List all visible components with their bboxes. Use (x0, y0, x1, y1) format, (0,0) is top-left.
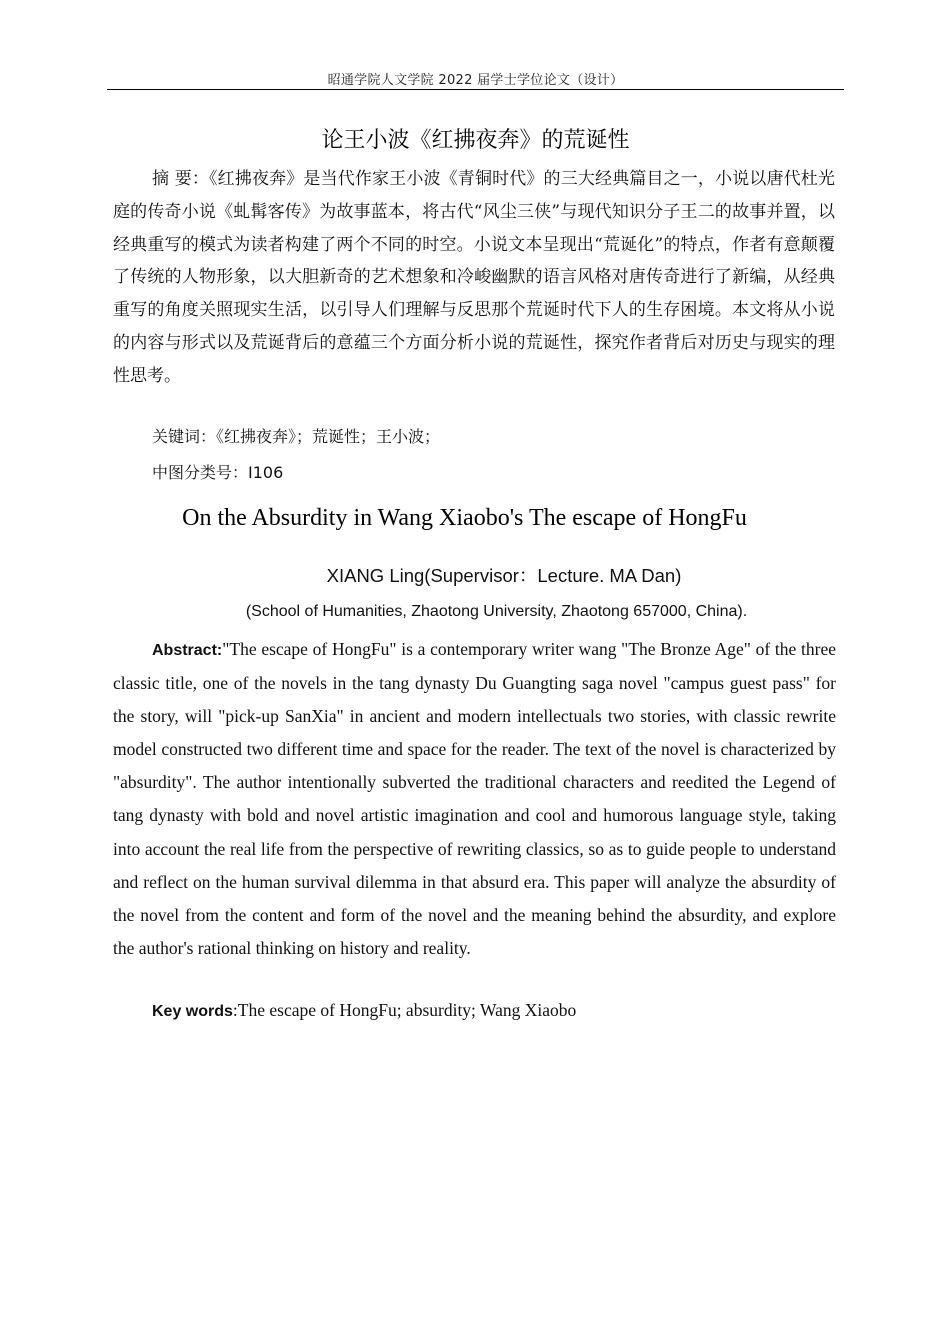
chinese-keywords-label: 关键词： (152, 427, 217, 446)
english-abstract-text: "The escape of HongFu" is a contemporary writer wang "The Bronze Age" of the three classic title, one of the novels in the tang dynasty Du Guangting saga novel "campus guest pass" for the story, will "pick-up SanXia" in ancient and modern intellectuals two stories, with classic rewrite model constructed two different time and space for the reader. The text of the novel is characterized by "absurdity". The author intentionally subverted the traditional characters and reedited the Legend of tang dynasty with bold and novel artistic imagination and cool and humorous language style, taking into account the real life from the perspective of rewriting classics, so as to guide people to understand and reflect on the human survival dilemma in that absurd era. This paper will analyze the absurdity of the novel from the content and form of the novel and the meaning behind the absurdity, and explore the author's rational thinking on history and reality. (113, 639, 836, 958)
classification-number (152, 460, 283, 483)
english-keywords (152, 1000, 576, 1021)
classification-value: I106 (248, 463, 284, 482)
english-keywords-text: :The escape of HongFu; absurdity; Wang Xiaobo (232, 1000, 577, 1020)
running-header: 昭通学院人文学院 2022 届学士学位论文（设计） (327, 73, 624, 88)
chinese-abstract (113, 163, 835, 393)
affiliation-line: (School of Humanities, Zhaotong University, Zhaotong 657000, China). (245, 603, 748, 620)
author-line: XIANG Ling(Supervisor：Lecture. MA Dan) (326, 565, 682, 586)
chinese-abstract-label: 摘 要： (152, 169, 210, 189)
chinese-title: 论王小波《红拂夜奔》的荒诞性 (321, 128, 630, 153)
english-abstract-label: Abstract: (152, 642, 223, 659)
english-keywords-label: Key words (152, 1003, 233, 1020)
header-rule (107, 89, 844, 90)
chinese-keywords (152, 424, 440, 447)
english-title: On the Absurdity in Wang Xiaobo's The escape of HongFu (182, 505, 747, 531)
chinese-abstract-text: 《红拂夜奔》是当代作家王小波《青铜时代》的三大经典篇目之一，小说以唐代杜光庭的传奇小说《虬髯客传》为故事蓝本，将古代“风尘三侠”与现代知识分子王二的故事并置，以经典重写的模式为读者构建了两个不同的时空。小说文本呈现出“荒诞化”的特点，作者有意颠覆了传统的人物形象，以大胆新奇的艺术想象和冷峻幽默的语言风格对唐传奇进行了新编，从经典重写的角度关照现实生活，以引导人们理解与反思那个荒诞时代下人的生存困境。本文将从小说的内容与形式以及荒诞背后的意蕴三个方面分析小说的荒诞性，探究作者背后对历史与现实的理性思考。 (113, 169, 835, 386)
chinese-keywords-text: 《红拂夜奔》；荒诞性；王小波； (216, 427, 441, 446)
english-abstract (113, 633, 836, 965)
classification-label: 中图分类号： (152, 463, 249, 482)
